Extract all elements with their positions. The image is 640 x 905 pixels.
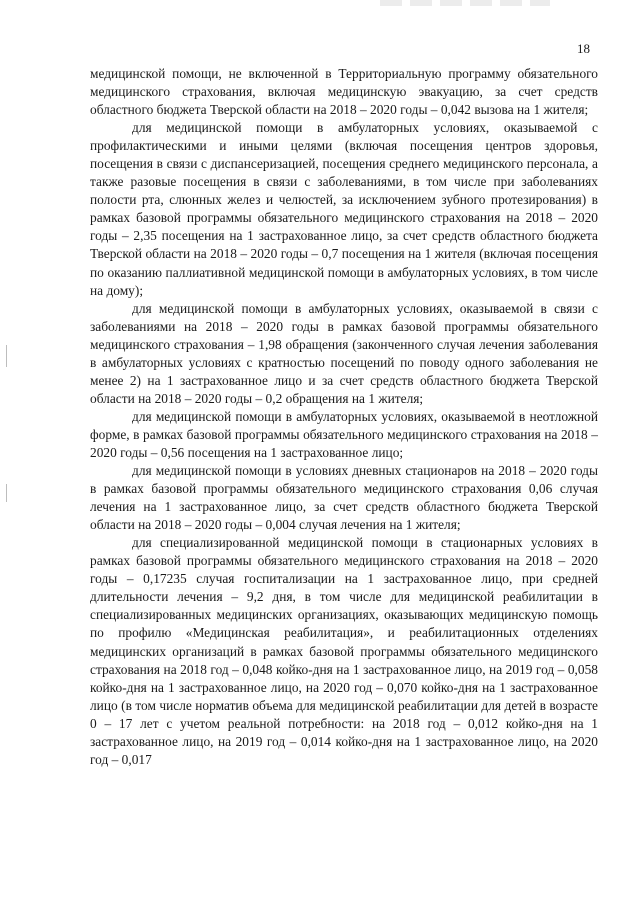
paragraph: для медицинской помощи в условиях дневных стационаров на 2018 – 2020 годы в рамках базовой программы обязательного медицинского страхования 0,06 случая лечения на 1 застрахованное лицо, за счет средств областного бюджета Тверской области на 2018 – 2020 годы – 0,004 случая лечения на 1 жителя; [90, 463, 598, 533]
scan-margin-mark [6, 484, 7, 502]
paragraph: медицинской помощи, не включенной в Территориальную программу обязательного медицинского страхования, включая медицинскую эвакуацию, за счет средств областного бюджета Тверской области на 2018 – 2020 годы – 0,042 вызова на 1 жителя; [90, 66, 598, 118]
paragraph: для медицинской помощи в амбулаторных условиях, оказываемой в неотложной форме, в рамках базовой программы обязательного медицинского страхования на 2018 – 2020 годы – 0,56 посещения на 1 застрахованное лицо; [90, 408, 598, 460]
scan-margin-mark [6, 345, 7, 367]
document-body [90, 65, 598, 769]
paragraph: для специализированной медицинской помощи в стационарных условиях в рамках базовой программы обязательного медицинского страхования на 2018 – 2020 годы – 0,17235 случая госпитализации на 1 застрахованное лицо, при средней длительности лечения – 9,2 дня, в том числе для медицинской реабилитации в специализированных медицинских организациях, оказывающих медицинскую помощь по профилю «Медицинская реабилитация», и реабилитационных отделениях медицинских организаций в рамках базовой программы обязательного медицинского страхования на 2018 год – 0,048 койко-дня на 1 застрахованное лицо, на 2019 год – 0,058 койко-дня на 1 застрахованное лицо, на 2020 год – 0,070 койко-дня на 1 застрахованное лицо (в том числе норматив объема для медицинской реабилитации для детей в возрасте 0 – 17 лет с учетом реальной потребности: на 2018 год – 0,012 койко-дня на 1 застрахованное лицо, на 2019 год – 0,014 койко-дня на 1 застрахованное лицо, на 2020 год – 0,017 [90, 535, 598, 767]
paragraph: для медицинской помощи в амбулаторных условиях, оказываемой с профилактическими и иными целями (включая посещения центров здоровья, посещения в связи с диспансеризацией, посещения среднего медицинского персонала, а также разовые посещения в связи с заболеваниями, в том числе при заболеваниях полости рта, слюнных желез и челюстей, за исключением зубного протезирования) в рамках базовой программы обязательного медицинского страхования на 2018 – 2020 годы – 2,35 посещения на 1 застрахованное лицо, за счет средств областного бюджета Тверской области на 2018 – 2020 годы – 0,7 посещения на 1 жителя (включая посещения по оказанию паллиативной медицинской помощи в амбулаторных условиях, в том числе на дому); [90, 120, 598, 298]
page-number: 18 [577, 41, 590, 56]
scan-artifact [380, 0, 550, 6]
paragraph: для медицинской помощи в амбулаторных условиях, оказываемой в связи с заболеваниями на 2018 – 2020 годы в рамках базовой программы обязательного медицинского страхования – 1,98 обращения (законченного случая лечения заболевания в амбулаторных условиях с кратностью посещений по поводу одного заболевания не менее 2) на 1 застрахованное лицо и за счет средств областного бюджета Тверской области на 2018 – 2020 годы – 0,2 обращения на 1 жителя; [90, 300, 598, 406]
